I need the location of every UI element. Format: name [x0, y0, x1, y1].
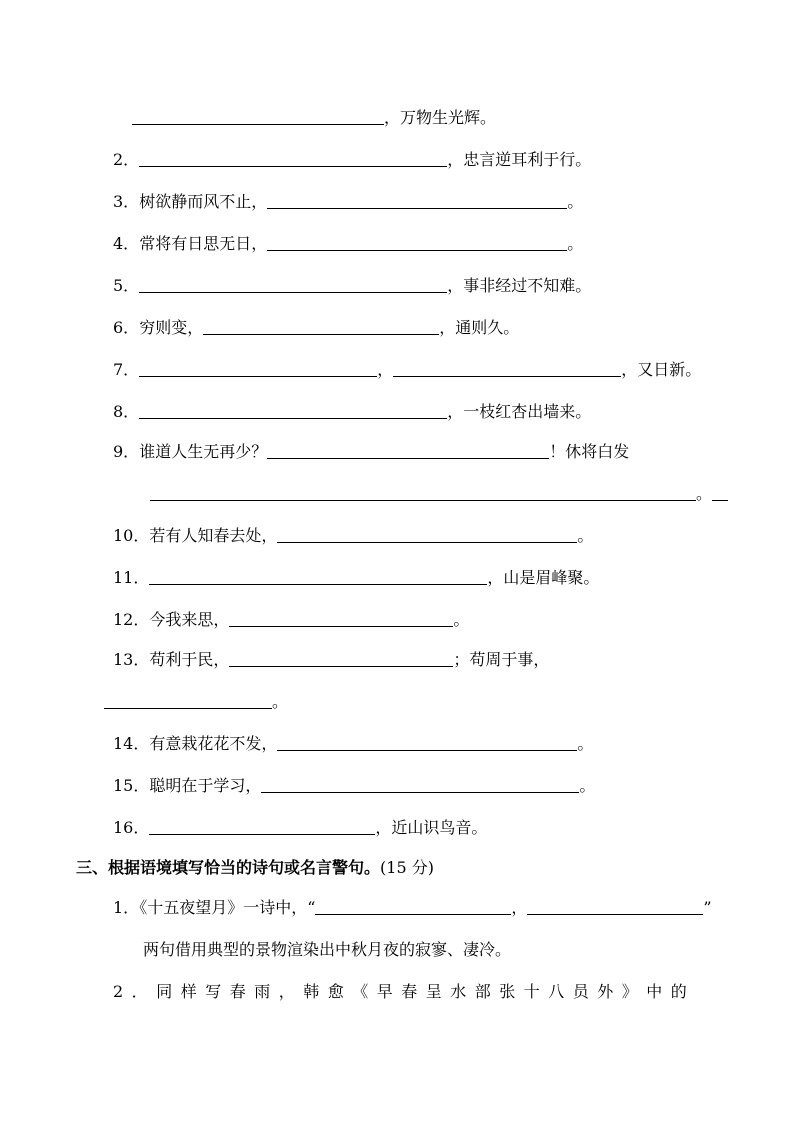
item-16: [113, 818, 487, 838]
item-12: [113, 610, 469, 630]
question-number: 2．: [113, 982, 157, 1001]
item-prefix: 谁道人生无再少？: [139, 442, 268, 461]
item-number: 16．: [113, 818, 150, 837]
section-3-q1: [113, 898, 712, 918]
item-number: 7．: [113, 360, 140, 379]
answer-blank[interactable]: [150, 484, 696, 501]
question-suffix: ”: [703, 898, 712, 917]
item-number: 9．: [113, 442, 140, 461]
item-suffix: ！休将白发: [549, 442, 630, 461]
item-suffix: ，通则久。: [439, 318, 520, 337]
answer-blank[interactable]: [149, 568, 487, 585]
item-number: 6．: [113, 318, 140, 337]
section-3-q2: [113, 982, 695, 1002]
item-number: 10．: [113, 526, 150, 545]
item-number: 15．: [113, 776, 150, 795]
answer-blank[interactable]: [229, 610, 453, 627]
item-separator: ，: [377, 360, 394, 379]
answer-blank[interactable]: [277, 526, 577, 543]
answer-blank[interactable]: [139, 150, 447, 167]
item-13-continuation: [104, 692, 288, 712]
answer-blank[interactable]: [104, 692, 272, 709]
answer-blank[interactable]: [139, 276, 447, 293]
answer-blank[interactable]: [132, 108, 384, 125]
item-suffix: 。: [453, 610, 470, 629]
item-7: [113, 360, 701, 380]
item-2: [113, 150, 591, 170]
item-6: [113, 318, 519, 338]
question-continuation: 两句借用典型的景物渲染出中秋月夜的寂寥、凄冷。: [143, 940, 512, 959]
item-number: 13．: [113, 650, 150, 669]
question-separator: ，: [511, 898, 528, 917]
section-3-heading: [76, 858, 434, 878]
item-number: 14．: [113, 734, 150, 753]
item-prefix: 常将有日思无日，: [139, 234, 268, 253]
item-10: [113, 526, 593, 546]
item-suffix: ，忠言逆耳利于行。: [447, 150, 592, 169]
item-prefix: 树欲静而风不止，: [139, 192, 268, 211]
item-suffix: 。: [272, 692, 289, 711]
item-prefix: 若有人知春去处，: [149, 526, 278, 545]
answer-blank[interactable]: [139, 360, 377, 377]
answer-blank[interactable]: [315, 898, 511, 915]
item-suffix: ，事非经过不知难。: [447, 276, 592, 295]
answer-blank[interactable]: [267, 442, 549, 459]
answer-blank[interactable]: [139, 402, 447, 419]
item-suffix: 。: [577, 734, 594, 753]
item-11: [113, 568, 599, 588]
item-suffix: 。: [567, 192, 584, 211]
answer-blank[interactable]: [261, 776, 579, 793]
item-number: 2．: [113, 150, 140, 169]
question-text: 同样写春雨，韩愈《早春呈水部张十八员外》中的: [156, 982, 696, 1001]
item-number: 12．: [113, 610, 150, 629]
item-number: 4．: [113, 234, 140, 253]
item-number: 8．: [113, 402, 140, 421]
answer-blank[interactable]: [229, 650, 453, 667]
item-suffix: ，山是眉峰聚。: [487, 568, 600, 587]
item-1: [132, 108, 496, 128]
item-9-continuation: [150, 484, 728, 504]
item-14: [113, 734, 593, 754]
item-3: [113, 192, 583, 212]
answer-blank[interactable]: [277, 734, 577, 751]
item-suffix: ，万物生光辉。: [384, 108, 497, 127]
answer-blank[interactable]: [203, 318, 439, 335]
section-3-q1-continuation: [143, 940, 511, 960]
item-number: 5．: [113, 276, 140, 295]
question-prefix: 《十五夜望月》一诗中，“: [139, 898, 316, 917]
section-title: 三、根据语境填写恰当的诗句或名言警句。: [76, 858, 381, 877]
item-suffix: 。: [579, 776, 596, 795]
answer-blank[interactable]: [149, 818, 375, 835]
item-suffix: ；苟周于事，: [453, 650, 550, 669]
item-prefix: 苟利于民，: [149, 650, 230, 669]
item-prefix: 有意栽花花不发，: [149, 734, 278, 753]
item-9: [113, 442, 629, 462]
item-15: [113, 776, 595, 796]
item-suffix: ，近山识鸟音。: [375, 818, 488, 837]
item-number: 3．: [113, 192, 140, 211]
item-prefix: 穷则变，: [139, 318, 204, 337]
item-prefix: 今我来思，: [149, 610, 230, 629]
item-suffix: 。: [696, 484, 713, 503]
answer-blank-tail: [712, 484, 728, 501]
item-suffix: 。: [567, 234, 584, 253]
answer-blank[interactable]: [267, 192, 567, 209]
item-suffix: ，一枝红杏出墙来。: [447, 402, 592, 421]
section-score: (15 分): [380, 858, 434, 877]
answer-blank[interactable]: [527, 898, 703, 915]
item-13: [113, 650, 549, 670]
item-suffix: 。: [577, 526, 594, 545]
answer-blank[interactable]: [393, 360, 621, 377]
item-number: 11．: [113, 568, 150, 587]
item-prefix: 聪明在于学习，: [149, 776, 262, 795]
question-number: 1．: [113, 898, 140, 917]
item-5: [113, 276, 591, 296]
item-8: [113, 402, 591, 422]
answer-blank[interactable]: [267, 234, 567, 251]
item-4: [113, 234, 583, 254]
item-suffix: ，又日新。: [621, 360, 702, 379]
